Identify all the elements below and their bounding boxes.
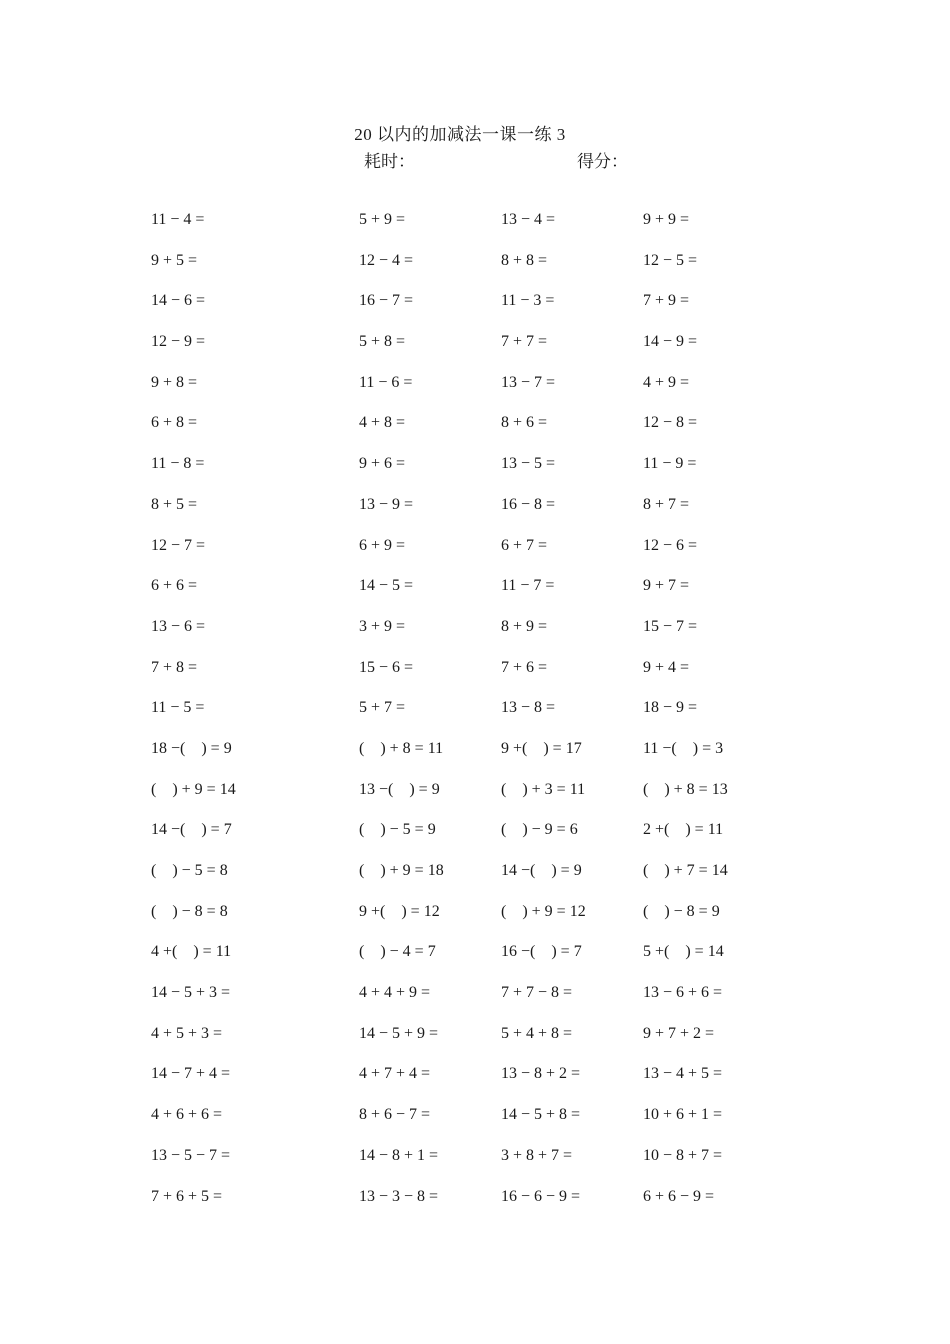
math-problem: ( ) − 5 = 8 xyxy=(151,862,228,879)
math-problem: 9 + 5 = xyxy=(151,251,198,269)
problem-row xyxy=(0,607,950,648)
math-problem: 9 + 7 + 2 = xyxy=(643,1024,715,1042)
math-problem: 13 − 5 − 7 = xyxy=(151,1146,231,1164)
problem-row xyxy=(0,973,950,1014)
math-problem: 4 + 8 = xyxy=(359,414,406,432)
problem-row xyxy=(0,566,950,607)
math-problem: 8 + 9 = xyxy=(501,617,548,635)
math-problem: 12 − 5 = xyxy=(643,251,698,269)
math-problem: 12 − 6 = xyxy=(643,536,698,554)
problem-row xyxy=(0,403,950,444)
math-problem: 16 − 7 = xyxy=(359,292,414,310)
problem-row xyxy=(0,200,950,241)
math-problem: 9 + 7 = xyxy=(643,577,690,595)
problem-row xyxy=(0,526,950,567)
math-problem: 13 − 4 = xyxy=(501,211,556,228)
math-problem: 2 +( ) = 11 xyxy=(643,821,724,839)
math-problem: ( ) + 3 = 11 xyxy=(501,780,586,798)
problem-row xyxy=(0,688,950,729)
math-problem: 11 − 5 = xyxy=(151,699,205,717)
problem-row xyxy=(0,1014,950,1055)
math-problem: 16 − 6 − 9 = xyxy=(501,1187,581,1205)
math-problem: 8 + 6 = xyxy=(501,414,548,432)
math-problem: 4 + 5 + 3 = xyxy=(151,1024,223,1042)
math-problem: 13 − 5 = xyxy=(501,455,556,473)
math-problem: ( ) − 4 = 7 xyxy=(359,943,436,961)
math-problem: 12 − 4 = xyxy=(359,251,414,269)
math-problem: 3 + 9 = xyxy=(359,617,406,635)
math-problem: 11 − 6 = xyxy=(359,373,413,391)
math-problem: 7 + 7 = xyxy=(501,333,548,351)
problem-row xyxy=(0,281,950,322)
math-problem: 6 + 6 = xyxy=(151,577,198,595)
problem-row xyxy=(0,485,950,526)
math-problem: 9 + 9 = xyxy=(643,211,690,228)
math-problem: 13 −( ) = 9 xyxy=(359,780,440,798)
math-problem: 8 + 5 = xyxy=(151,495,198,513)
math-problem: 11 − 8 = xyxy=(151,455,205,473)
math-problem: 7 + 6 + 5 = xyxy=(151,1187,223,1205)
math-problem: 15 − 6 = xyxy=(359,658,414,676)
math-problem: 5 + 7 = xyxy=(359,699,406,717)
math-problem: 4 + 6 + 6 = xyxy=(151,1106,223,1124)
math-problem: 4 + 7 + 4 = xyxy=(359,1065,431,1083)
problem-row xyxy=(0,444,950,485)
math-problem: 8 + 7 = xyxy=(643,495,690,513)
page-title: 20 以内的加减法一课一练 3 xyxy=(354,125,566,144)
math-problem: ( ) − 8 = 9 xyxy=(643,902,720,920)
math-problem: 14 − 8 + 1 = xyxy=(359,1146,439,1164)
math-problem: ( ) + 8 = 11 xyxy=(359,739,444,757)
math-problem: 9 + 4 = xyxy=(643,658,690,676)
problem-grid xyxy=(0,200,950,1217)
math-problem: 13 − 3 − 8 = xyxy=(359,1187,439,1205)
math-problem: 5 +( ) = 14 xyxy=(643,943,724,961)
math-problem: ( ) − 5 = 9 xyxy=(359,821,436,839)
math-problem: 6 + 8 = xyxy=(151,414,198,432)
math-problem: 13 − 7 = xyxy=(501,373,556,391)
math-problem: 16 − 8 = xyxy=(501,495,556,513)
problem-row xyxy=(0,1177,950,1218)
problem-row xyxy=(0,892,950,933)
math-problem: 10 − 8 + 7 = xyxy=(643,1146,723,1164)
math-problem: 9 + 8 = xyxy=(151,373,198,391)
problem-row xyxy=(0,363,950,404)
math-problem: 11 − 4 = xyxy=(151,211,205,228)
math-problem: 14 − 5 + 8 = xyxy=(501,1106,581,1124)
math-problem: 14 − 7 + 4 = xyxy=(151,1065,231,1083)
math-problem: ( ) + 9 = 14 xyxy=(151,780,236,798)
math-problem: 6 + 6 − 9 = xyxy=(643,1187,715,1205)
math-problem: 11 −( ) = 3 xyxy=(643,739,724,757)
problem-row xyxy=(0,1095,950,1136)
math-problem: ( ) − 8 = 8 xyxy=(151,902,228,920)
math-problem: 16 −( ) = 7 xyxy=(501,943,582,961)
math-problem: 13 − 4 + 5 = xyxy=(643,1065,723,1083)
problem-row xyxy=(0,1136,950,1177)
math-problem: 6 + 7 = xyxy=(501,536,548,554)
math-problem: 6 + 9 = xyxy=(359,536,406,554)
math-problem: 14 − 5 = xyxy=(359,577,414,595)
math-problem: 4 + 9 = xyxy=(643,373,690,391)
math-problem: 13 − 9 = xyxy=(359,495,414,513)
math-problem: 13 − 6 = xyxy=(151,617,206,635)
math-problem: 5 + 9 = xyxy=(359,211,406,228)
math-problem: 14 − 6 = xyxy=(151,292,206,310)
problem-row xyxy=(0,851,950,892)
problem-row xyxy=(0,770,950,811)
math-problem: 12 − 8 = xyxy=(643,414,698,432)
math-problem: ( ) + 9 = 12 xyxy=(501,902,586,920)
problem-row xyxy=(0,1054,950,1095)
math-problem: 10 + 6 + 1 = xyxy=(643,1106,723,1124)
math-problem: 9 +( ) = 17 xyxy=(501,739,582,757)
problem-row xyxy=(0,729,950,770)
math-problem: 8 + 8 = xyxy=(501,251,548,269)
math-problem: 13 − 8 = xyxy=(501,699,556,717)
math-problem: 7 + 6 = xyxy=(501,658,548,676)
math-problem: 11 − 7 = xyxy=(501,577,555,595)
math-problem: 9 +( ) = 12 xyxy=(359,902,440,920)
math-problem: 7 + 8 = xyxy=(151,658,198,676)
math-problem: 18 − 9 = xyxy=(643,699,698,717)
time-label: 耗时： xyxy=(364,152,415,171)
math-problem: 12 − 7 = xyxy=(151,536,206,554)
math-problem: ( ) + 7 = 14 xyxy=(643,862,728,879)
math-problem: 5 + 4 + 8 = xyxy=(501,1024,573,1042)
problem-row xyxy=(0,648,950,689)
math-problem: 7 + 7 − 8 = xyxy=(501,984,573,1002)
math-problem: 14 −( ) = 7 xyxy=(151,821,232,839)
math-problem: 18 −( ) = 9 xyxy=(151,739,232,757)
math-problem: 3 + 8 + 7 = xyxy=(501,1146,573,1164)
math-problem: 13 − 6 + 6 = xyxy=(643,984,723,1002)
math-problem: 14 − 5 + 9 = xyxy=(359,1024,439,1042)
math-problem: 4 + 4 + 9 = xyxy=(359,984,431,1002)
math-problem: 15 − 7 = xyxy=(643,617,698,635)
problem-row xyxy=(0,241,950,282)
problem-row xyxy=(0,810,950,851)
math-problem: 11 − 9 = xyxy=(643,455,697,473)
math-problem: 7 + 9 = xyxy=(643,292,690,310)
math-problem: 14 −( ) = 9 xyxy=(501,862,582,879)
math-problem: ( ) + 8 = 13 xyxy=(643,780,728,798)
math-problem: 14 − 5 + 3 = xyxy=(151,984,231,1002)
math-problem: 8 + 6 − 7 = xyxy=(359,1106,431,1124)
math-problem: ( ) + 9 = 18 xyxy=(359,862,444,879)
math-problem: 4 +( ) = 11 xyxy=(151,943,232,961)
math-problem: 11 − 3 = xyxy=(501,292,555,310)
math-problem: 9 + 6 = xyxy=(359,455,406,473)
math-problem: ( ) − 9 = 6 xyxy=(501,821,578,839)
problem-row xyxy=(0,932,950,973)
problem-row xyxy=(0,322,950,363)
math-problem: 5 + 8 = xyxy=(359,333,406,351)
score-label: 得分： xyxy=(577,152,628,171)
math-problem: 14 − 9 = xyxy=(643,333,698,351)
math-problem: 13 − 8 + 2 = xyxy=(501,1065,581,1083)
math-problem: 12 − 9 = xyxy=(151,333,206,351)
